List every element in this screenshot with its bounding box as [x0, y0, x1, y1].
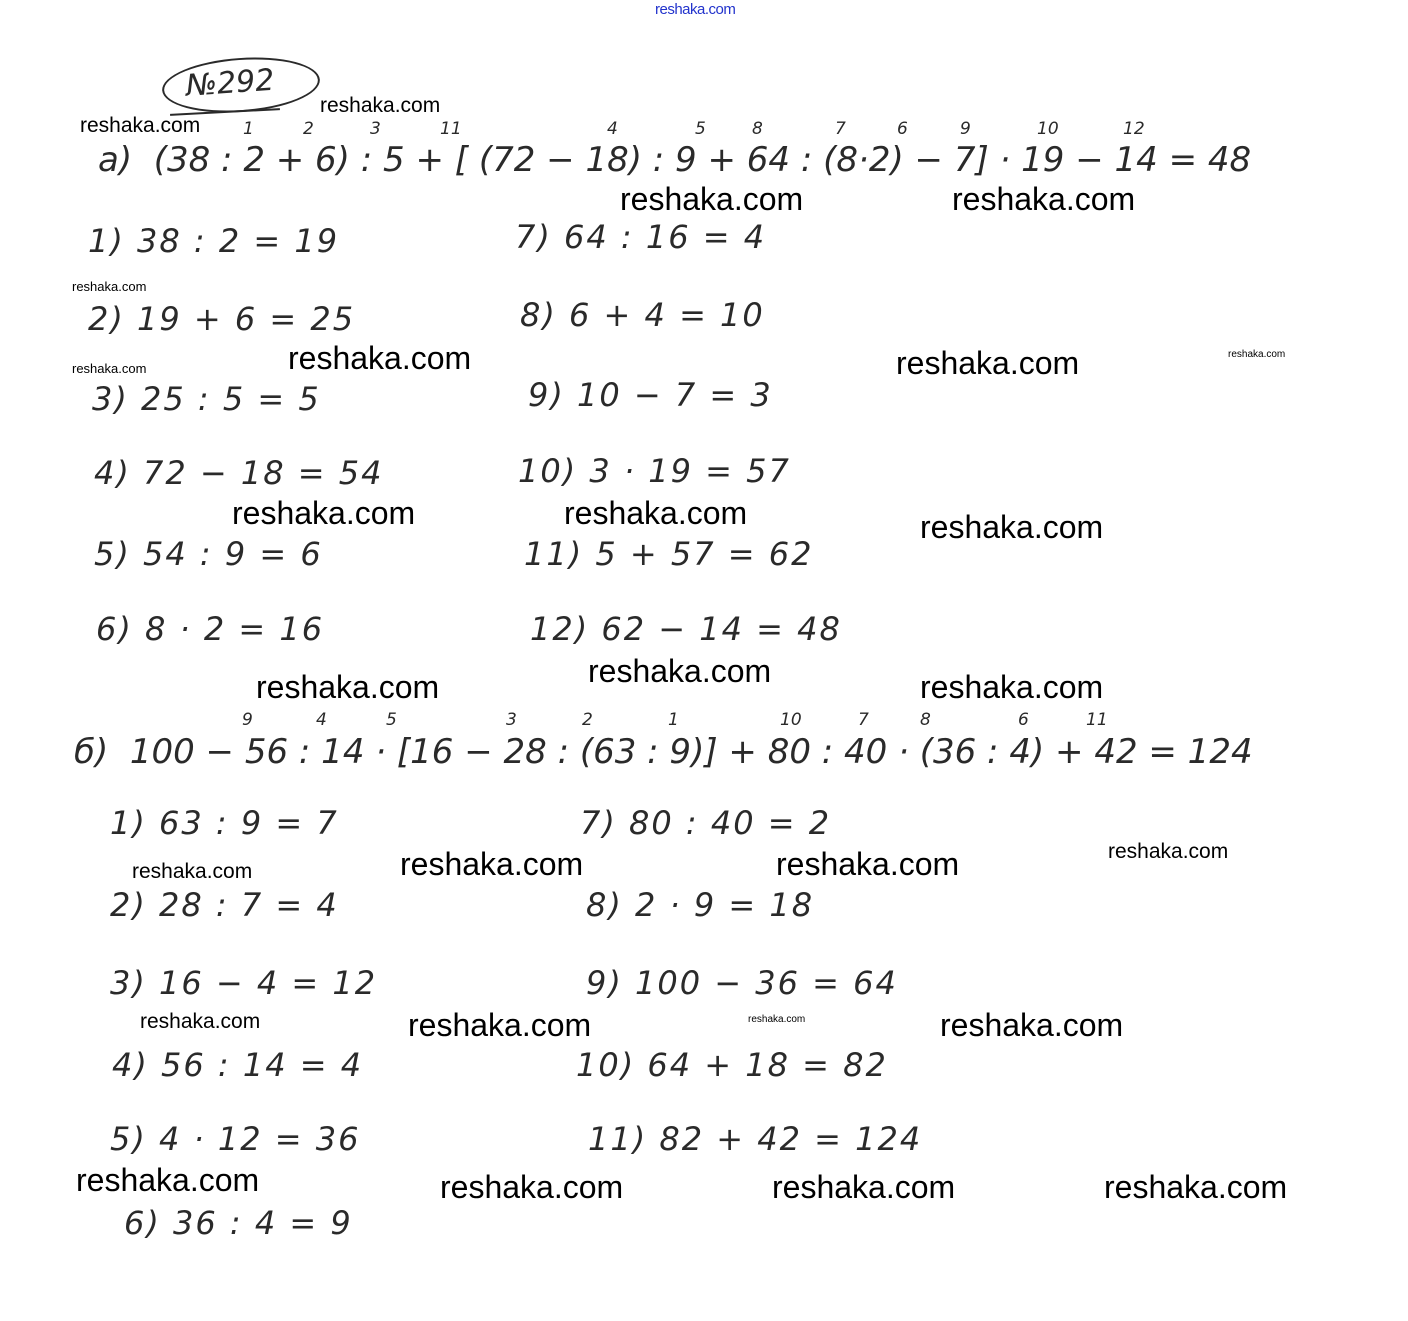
- part-b-expression: б) 100 − 56 : 14 · [16 − 28 : (63 : 9)] + 80 : 40 · (36 : 4) + 42 = 124: [74, 732, 1253, 772]
- watermark: reshaka.com: [320, 94, 441, 117]
- order-mark: 8: [920, 710, 931, 730]
- watermark: reshaka.com: [440, 1169, 624, 1205]
- part-a-expression: a) (38 : 2 + 6) : 5 + [ (72 − 18) : 9 + 64 : (8·2) − 7] · 19 − 14 = 48: [98, 140, 1252, 180]
- step: 8) 6 + 4 = 10: [520, 296, 765, 334]
- order-mark: 11: [1086, 710, 1108, 730]
- step: 3) 25 : 5 = 5: [92, 380, 321, 418]
- step: 11) 5 + 57 = 62: [524, 535, 814, 573]
- watermark: reshaka.com: [140, 1010, 261, 1033]
- order-mark: 3: [506, 710, 517, 730]
- step: 10) 3 · 19 = 57: [518, 452, 791, 490]
- order-mark: 3: [370, 119, 381, 139]
- step: 5) 54 : 9 = 6: [94, 535, 323, 573]
- order-mark: 1: [668, 710, 679, 730]
- order-mark: 6: [1018, 710, 1029, 730]
- step: 10) 64 + 18 = 82: [576, 1046, 888, 1084]
- step: 1) 38 : 2 = 19: [88, 222, 340, 260]
- step: 7) 64 : 16 = 4: [515, 218, 767, 256]
- watermark: reshaka.com: [952, 181, 1136, 217]
- watermark: reshaka.com: [588, 653, 772, 689]
- step: 7) 80 : 40 = 2: [580, 804, 832, 842]
- order-mark: 11: [440, 119, 462, 139]
- watermark: reshaka.com: [896, 345, 1080, 381]
- problem-number: №292: [184, 62, 276, 104]
- step: 4) 56 : 14 = 4: [112, 1046, 364, 1084]
- step: 11) 82 + 42 = 124: [588, 1120, 923, 1158]
- order-mark: 2: [582, 710, 593, 730]
- watermark: reshaka.com: [748, 1014, 806, 1025]
- watermark: reshaka.com: [132, 860, 253, 883]
- order-mark: 1: [243, 119, 254, 139]
- watermark: reshaka.com: [80, 114, 201, 137]
- watermark: reshaka.com: [72, 361, 147, 376]
- order-mark: 12: [1123, 119, 1145, 139]
- order-mark: 6: [897, 119, 908, 139]
- site-watermark-link[interactable]: reshaka.com: [655, 1, 736, 18]
- order-mark: 7: [835, 119, 846, 139]
- step: 2) 28 : 7 = 4: [110, 886, 339, 924]
- watermark: reshaka.com: [920, 669, 1104, 705]
- watermark: reshaka.com: [408, 1007, 592, 1043]
- order-mark: 9: [242, 710, 253, 730]
- step: 4) 72 − 18 = 54: [94, 454, 384, 492]
- watermark: reshaka.com: [940, 1007, 1124, 1043]
- step: 2) 19 + 6 = 25: [88, 300, 356, 338]
- order-mark: 10: [1037, 119, 1059, 139]
- order-mark: 9: [960, 119, 971, 139]
- step: 3) 16 − 4 = 12: [110, 964, 378, 1002]
- step: 6) 8 · 2 = 16: [96, 610, 325, 648]
- order-mark: 8: [752, 119, 763, 139]
- order-mark: 2: [303, 119, 314, 139]
- watermark: reshaka.com: [776, 846, 960, 882]
- order-mark: 4: [316, 710, 327, 730]
- problem-number-badge: [160, 53, 321, 118]
- step: 9) 100 − 36 = 64: [586, 964, 898, 1002]
- step: 5) 4 · 12 = 36: [110, 1120, 361, 1158]
- watermark: reshaka.com: [1104, 1169, 1288, 1205]
- watermark: reshaka.com: [256, 669, 440, 705]
- watermark: reshaka.com: [288, 340, 472, 376]
- step: 1) 63 : 9 = 7: [110, 804, 339, 842]
- watermark: reshaka.com: [1228, 349, 1286, 360]
- watermark: reshaka.com: [1108, 840, 1229, 863]
- watermark: reshaka.com: [772, 1169, 956, 1205]
- watermark: reshaka.com: [920, 509, 1104, 545]
- step: 8) 2 · 9 = 18: [586, 886, 815, 924]
- watermark: reshaka.com: [72, 279, 147, 294]
- order-mark: 7: [858, 710, 869, 730]
- watermark: reshaka.com: [620, 181, 804, 217]
- watermark: reshaka.com: [400, 846, 584, 882]
- step: 9) 10 − 7 = 3: [528, 376, 773, 414]
- order-mark: 4: [607, 119, 618, 139]
- order-mark: 5: [695, 119, 706, 139]
- watermark: reshaka.com: [232, 495, 416, 531]
- watermark: reshaka.com: [76, 1162, 260, 1198]
- order-mark: 5: [386, 710, 397, 730]
- order-mark: 10: [780, 710, 802, 730]
- watermark: reshaka.com: [564, 495, 748, 531]
- step: 6) 36 : 4 = 9: [124, 1204, 353, 1242]
- step: 12) 62 − 14 = 48: [530, 610, 842, 648]
